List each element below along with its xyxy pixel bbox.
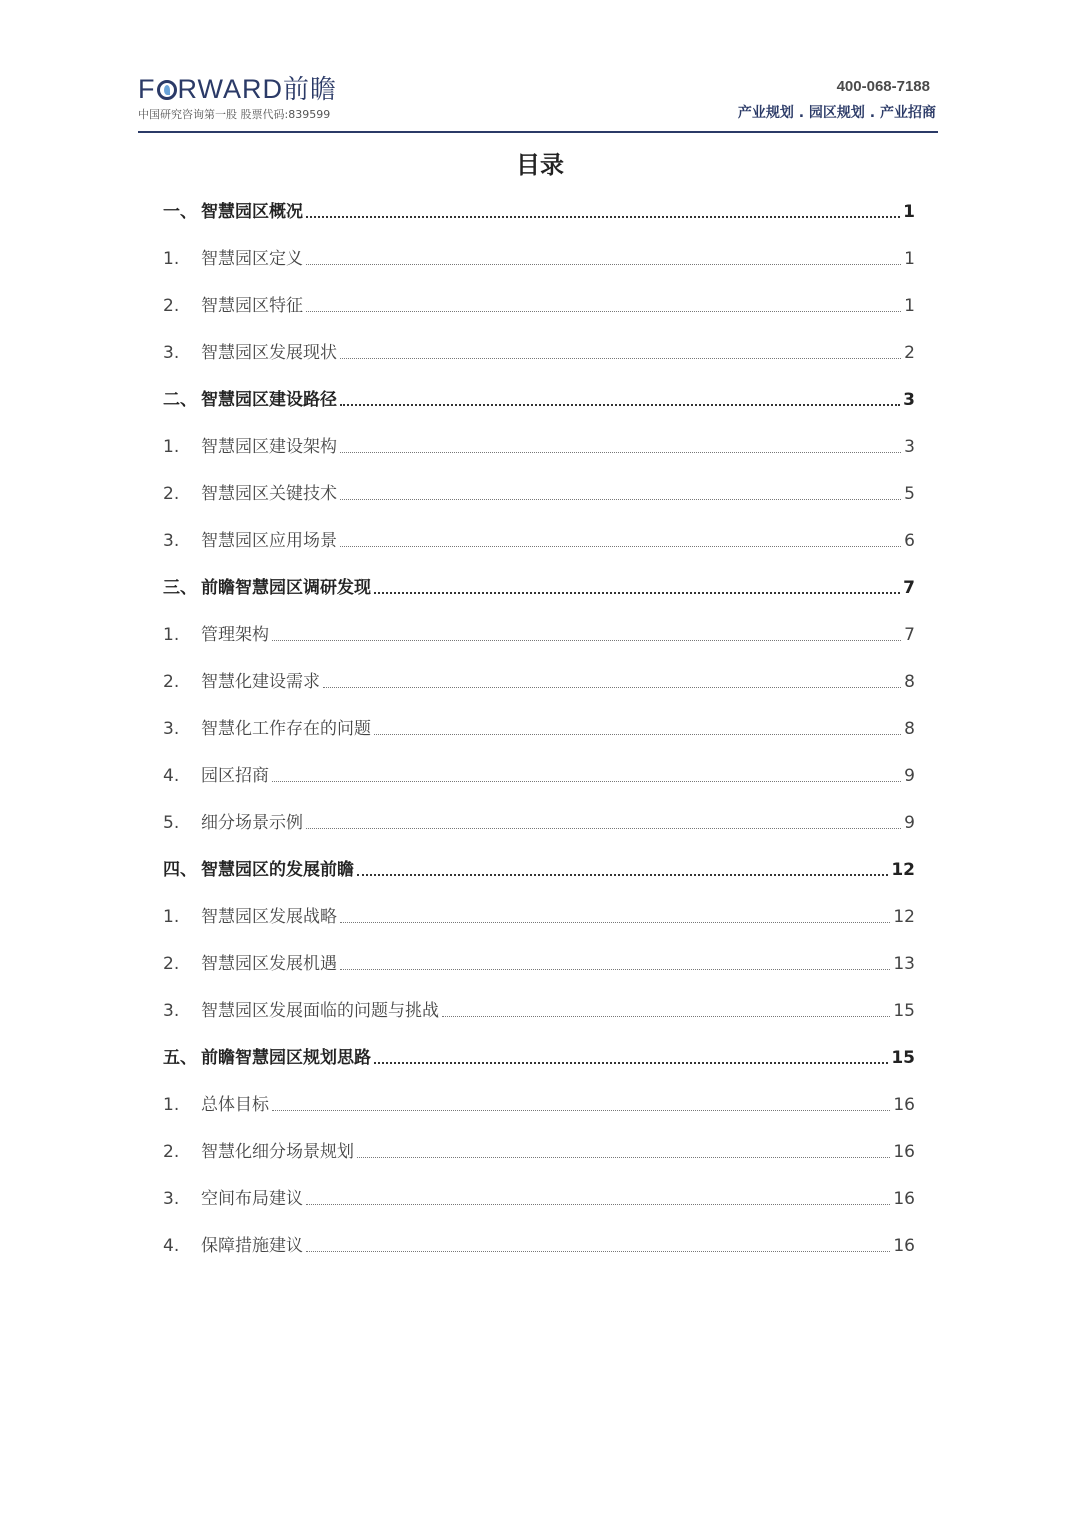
phone-number: 400-068-7188 xyxy=(836,78,930,95)
toc-entry-label: 智慧园区应用场景 xyxy=(201,531,337,551)
toc-entry-label: 细分场景示例 xyxy=(201,813,303,833)
logo-wordmark xyxy=(138,72,337,107)
toc-dot-leader xyxy=(340,498,901,500)
toc-entry-number: 3. xyxy=(163,1189,180,1209)
toc-entry-label: 园区招商 xyxy=(201,766,269,786)
toc-dot-leader xyxy=(306,1250,890,1252)
toc-dot-leader xyxy=(340,921,890,923)
toc-entry-number: 3. xyxy=(163,531,180,551)
toc-section-entry[interactable] xyxy=(163,715,915,741)
toc-page-number: 15 xyxy=(893,1001,915,1021)
toc-dot-leader xyxy=(340,403,900,406)
contact-block xyxy=(738,78,936,123)
toc-entry-label: 前瞻智慧园区规划思路 xyxy=(201,1048,371,1068)
toc-entry-number: 1. xyxy=(163,437,180,457)
logo-letter: F xyxy=(138,74,156,104)
toc-section-entry[interactable] xyxy=(163,1232,915,1258)
toc-section-entry[interactable] xyxy=(163,950,915,976)
toc-entry-number: 1. xyxy=(163,625,180,645)
toc-chapter-entry[interactable] xyxy=(163,574,915,600)
toc-entry-number: 3. xyxy=(163,719,180,739)
toc-entry-label: 保障措施建议 xyxy=(201,1236,303,1256)
toc-entry-label: 智慧园区发展面临的问题与挑战 xyxy=(201,1001,439,1021)
toc-dot-leader xyxy=(323,686,901,688)
toc-entry-label: 智慧园区定义 xyxy=(201,249,303,269)
toc-entry-number: 2. xyxy=(163,672,180,692)
logo-o-icon xyxy=(157,80,177,100)
toc-entry-label: 智慧园区建设架构 xyxy=(201,437,337,457)
toc-page-number: 7 xyxy=(904,625,915,645)
toc-entry-number: 1. xyxy=(163,907,180,927)
toc-section-entry[interactable] xyxy=(163,339,915,365)
toc-entry-label: 智慧化建设需求 xyxy=(201,672,320,692)
toc-entry-label: 智慧园区关键技术 xyxy=(201,484,337,504)
toc-section-entry[interactable] xyxy=(163,292,915,318)
toc-dot-leader xyxy=(374,591,900,594)
toc-section-entry[interactable] xyxy=(163,480,915,506)
toc-entry-label: 总体目标 xyxy=(201,1095,269,1115)
toc-page-number: 16 xyxy=(893,1095,915,1115)
toc-section-entry[interactable] xyxy=(163,903,915,929)
toc-entry-number: 4. xyxy=(163,766,180,786)
toc-entry-number: 3. xyxy=(163,343,180,363)
toc-entry-number: 二、 xyxy=(163,390,197,410)
toc-page-number: 12 xyxy=(891,860,915,880)
page-title: 目录 xyxy=(516,151,564,179)
toc-page-number: 16 xyxy=(893,1142,915,1162)
toc-dot-leader xyxy=(272,1109,890,1111)
toc-chapter-entry[interactable] xyxy=(163,1044,915,1070)
toc-dot-leader xyxy=(272,780,901,782)
toc-entry-number: 四、 xyxy=(163,860,197,880)
toc-page-number: 1 xyxy=(904,249,915,269)
toc-entry-number: 1. xyxy=(163,249,180,269)
toc-dot-leader xyxy=(272,639,901,641)
toc-entry-number: 2. xyxy=(163,484,180,504)
toc-section-entry[interactable] xyxy=(163,997,915,1023)
toc-entry-label: 前瞻智慧园区调研发现 xyxy=(201,578,371,598)
toc-entry-number: 2. xyxy=(163,296,180,316)
toc-section-entry[interactable] xyxy=(163,245,915,271)
logo-chinese: 前瞻 xyxy=(283,75,338,105)
toc-section-entry[interactable] xyxy=(163,668,915,694)
toc-entry-number: 三、 xyxy=(163,578,197,598)
toc-section-entry[interactable] xyxy=(163,1185,915,1211)
toc-page-number: 8 xyxy=(904,672,915,692)
toc-page-number: 16 xyxy=(893,1236,915,1256)
toc-chapter-entry[interactable] xyxy=(163,386,915,412)
toc-entry-label: 智慧化细分场景规划 xyxy=(201,1142,354,1162)
toc-dot-leader xyxy=(306,310,901,312)
toc-page-number: 16 xyxy=(893,1189,915,1209)
toc-section-entry[interactable] xyxy=(163,621,915,647)
toc-page-number: 5 xyxy=(904,484,915,504)
toc-dot-leader xyxy=(306,1203,890,1205)
forward-logo xyxy=(138,72,337,122)
toc-dot-leader xyxy=(357,873,888,876)
toc-page-number: 3 xyxy=(903,390,915,410)
toc-entry-label: 管理架构 xyxy=(201,625,269,645)
toc-entry-label: 智慧园区发展机遇 xyxy=(201,954,337,974)
toc-dot-leader xyxy=(306,263,901,265)
toc-section-entry[interactable] xyxy=(163,527,915,553)
toc-entry-number: 2. xyxy=(163,954,180,974)
toc-dot-leader xyxy=(340,968,890,970)
toc-page-number: 6 xyxy=(904,531,915,551)
toc-entry-number: 4. xyxy=(163,1236,180,1256)
toc-dot-leader xyxy=(306,215,900,218)
toc-entry-number: 5. xyxy=(163,813,180,833)
toc-entry-number: 2. xyxy=(163,1142,180,1162)
toc-chapter-entry[interactable] xyxy=(163,856,915,882)
toc-entry-label: 智慧园区的发展前瞻 xyxy=(201,860,354,880)
toc-chapter-entry[interactable] xyxy=(163,198,915,224)
toc-entry-number: 一、 xyxy=(163,202,197,222)
logo-tagline: 中国研究咨询第一股 股票代码:839599 xyxy=(138,108,331,121)
toc-dot-leader xyxy=(442,1015,890,1017)
logo-letters: RWARD xyxy=(177,74,283,104)
toc-entry-label: 智慧园区发展战略 xyxy=(201,907,337,927)
toc-dot-leader xyxy=(306,827,901,829)
toc-entry-label: 智慧园区概况 xyxy=(201,202,303,222)
toc-entry-label: 智慧园区发展现状 xyxy=(201,343,337,363)
toc-page-number: 8 xyxy=(904,719,915,739)
toc-page-number: 13 xyxy=(893,954,915,974)
toc-entry-label: 智慧化工作存在的问题 xyxy=(201,719,371,739)
toc-page-number: 1 xyxy=(904,296,915,316)
toc-page-number: 1 xyxy=(903,202,915,222)
toc-section-entry[interactable] xyxy=(163,809,915,835)
toc-dot-leader xyxy=(374,1061,888,1064)
toc-section-entry[interactable] xyxy=(163,762,915,788)
toc-page-number: 2 xyxy=(904,343,915,363)
toc-entry-label: 智慧园区建设路径 xyxy=(201,390,337,410)
toc-section-entry[interactable] xyxy=(163,1138,915,1164)
toc-page-number: 12 xyxy=(893,907,915,927)
toc-dot-leader xyxy=(374,733,901,735)
toc-entry-number: 1. xyxy=(163,1095,180,1115)
toc-page-number: 3 xyxy=(904,437,915,457)
toc-dot-leader xyxy=(340,451,901,453)
toc-page-number: 15 xyxy=(891,1048,915,1068)
toc-entry-number: 3. xyxy=(163,1001,180,1021)
service-slogan: 产业规划 . 园区规划 . 产业招商 xyxy=(737,105,936,121)
toc-section-entry[interactable] xyxy=(163,433,915,459)
toc-dot-leader xyxy=(340,545,901,547)
toc-entry-label: 空间布局建议 xyxy=(201,1189,303,1209)
toc-section-entry[interactable] xyxy=(163,1091,915,1117)
toc-page-number: 9 xyxy=(904,766,915,786)
toc-page-number: 9 xyxy=(904,813,915,833)
toc-entry-label: 智慧园区特征 xyxy=(201,296,303,316)
toc-dot-leader xyxy=(340,357,901,359)
toc-dot-leader xyxy=(357,1156,890,1158)
header-divider xyxy=(138,131,938,133)
toc-page-number: 7 xyxy=(903,578,915,598)
toc-entry-number: 五、 xyxy=(163,1048,197,1068)
page-header xyxy=(138,72,938,134)
